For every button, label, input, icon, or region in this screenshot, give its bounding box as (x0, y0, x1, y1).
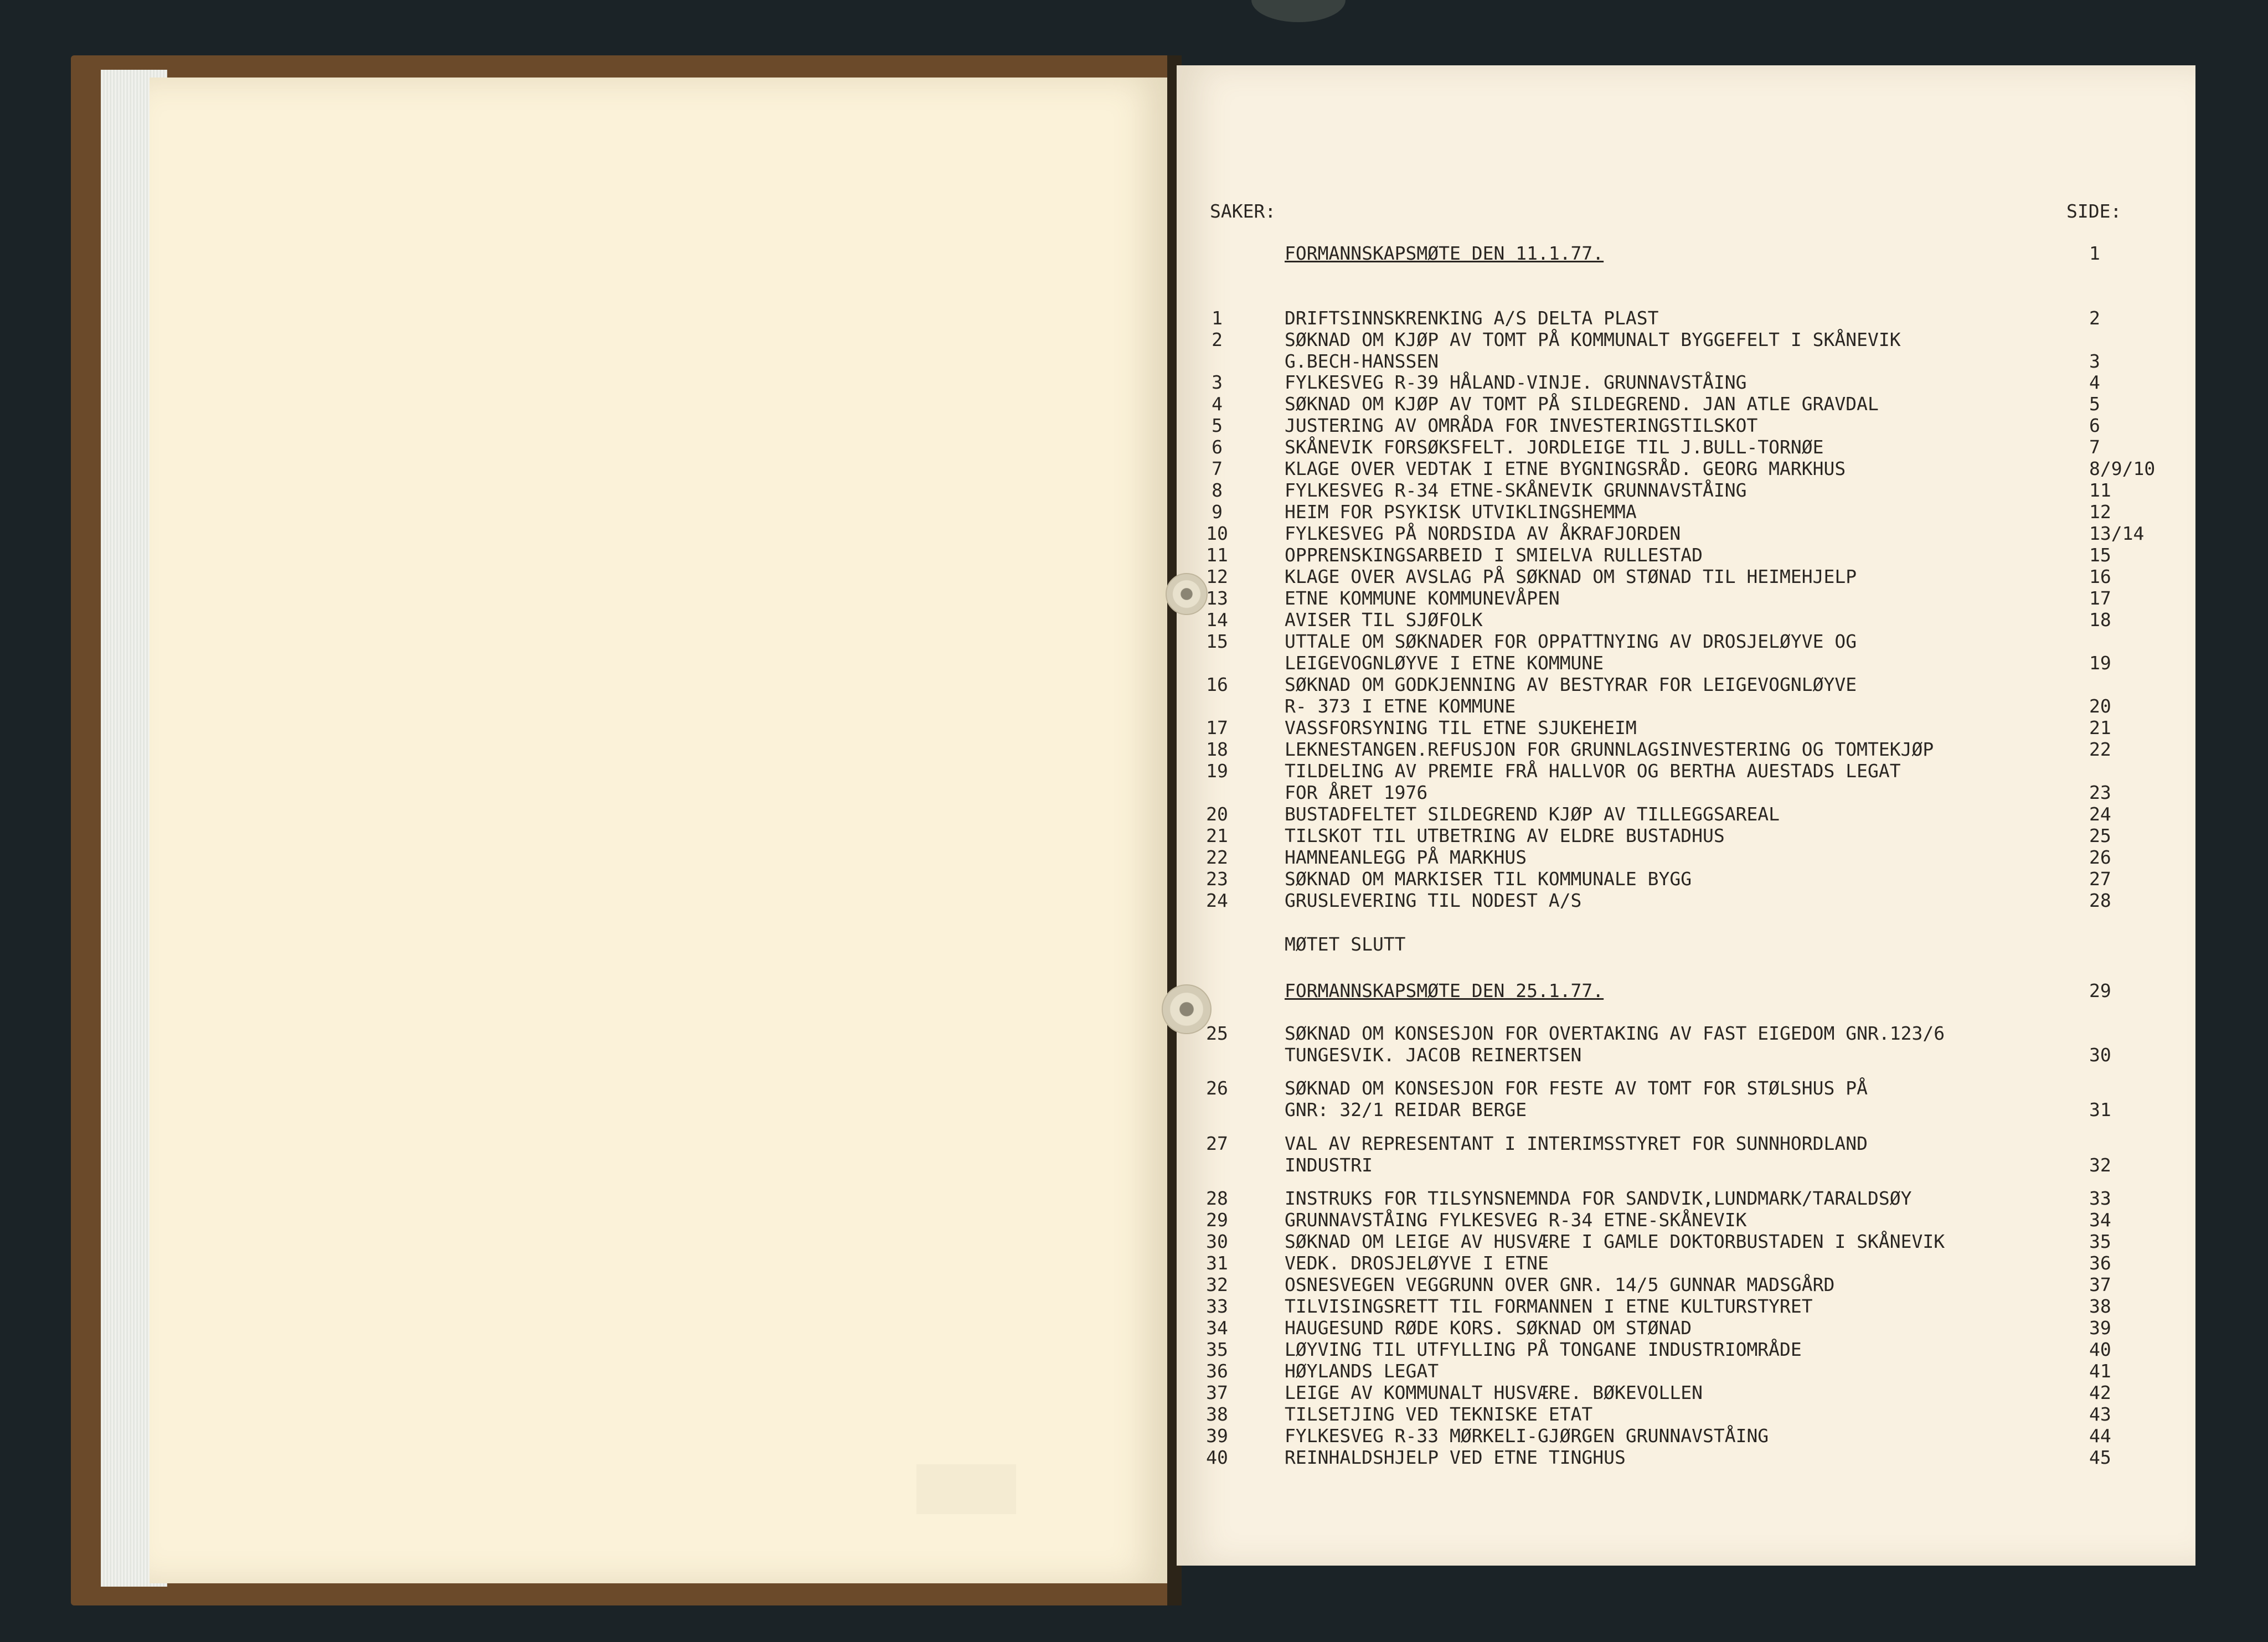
item-number: 10 (1206, 523, 1228, 544)
item-number: 34 (1206, 1317, 1228, 1339)
item-title: SØKNAD OM LEIGE AV HUSVÆRE I GAMLE DOKTORBUSTADEN I SKÅNEVIK (1285, 1231, 1945, 1252)
item-page: 35 (2089, 1231, 2111, 1252)
item-number: 3 (1212, 371, 1223, 393)
item-page: 24 (2089, 803, 2111, 825)
item-number: 21 (1206, 825, 1228, 846)
item-number: 18 (1206, 739, 1228, 760)
item-page: 12 (2089, 501, 2111, 523)
item-title: HEIM FOR PSYKISK UTVIKLINGSHEMMA (1285, 501, 1637, 523)
item-title: VEDK. DROSJELØYVE I ETNE (1285, 1252, 1549, 1274)
item-page: 33 (2089, 1187, 2111, 1209)
item-title: LEKNESTANGEN.REFUSJON FOR GRUNNLAGSINVESTERING OG TOMTEKJØP (1285, 739, 1934, 760)
item-page: 44 (2089, 1425, 2111, 1447)
item-number: 31 (1206, 1252, 1228, 1274)
item-number: 30 (1206, 1231, 1228, 1252)
item-title: BUSTADFELTET SILDEGREND KJØP AV TILLEGGSAREAL (1285, 803, 1780, 825)
item-page: 26 (2089, 846, 2111, 868)
item-number: 27 (1206, 1133, 1228, 1154)
item-number: 6 (1212, 436, 1223, 458)
item-number: 11 (1206, 544, 1228, 566)
item-title: JUSTERING AV OMRÅDA FOR INVESTERINGSTILSKOT (1285, 415, 1758, 436)
item-number: 8 (1212, 479, 1223, 501)
section-title: FORMANNSKAPSMØTE DEN 11.1.77. (1285, 242, 1604, 264)
item-page: 22 (2089, 739, 2111, 760)
item-page: 16 (2089, 566, 2111, 587)
item-title: OPPRENSKINGSARBEID I SMIELVA RULLESTAD (1285, 544, 1703, 566)
item-page: 11 (2089, 479, 2111, 501)
item-number: 4 (1212, 393, 1223, 415)
section-title: FORMANNSKAPSMØTE DEN 25.1.77. (1285, 980, 1604, 1001)
item-number: 39 (1206, 1425, 1228, 1447)
item-page: 27 (2089, 868, 2111, 890)
item-page: 21 (2089, 717, 2111, 739)
item-number: 37 (1206, 1382, 1228, 1403)
item-number: 25 (1206, 1023, 1228, 1044)
item-page: 6 (2089, 415, 2100, 436)
item-title: VASSFORSYNING TIL ETNE SJUKEHEIM (1285, 717, 1637, 739)
item-title: ETNE KOMMUNE KOMMUNEVÅPEN (1285, 587, 1560, 609)
item-page: 18 (2089, 609, 2111, 631)
item-page: 36 (2089, 1252, 2111, 1274)
item-title: TILSKOT TIL UTBETRING AV ELDRE BUSTADHUS (1285, 825, 1725, 846)
item-page: 31 (2089, 1099, 2111, 1121)
item-title: SØKNAD OM KJØP AV TOMT PÅ SILDEGREND. JAN ATLE GRAVDAL (1285, 393, 1879, 415)
item-page: 38 (2089, 1295, 2111, 1317)
item-page: 30 (2089, 1044, 2111, 1066)
item-number: 36 (1206, 1360, 1228, 1382)
item-title: FYLKESVEG R-39 HÅLAND-VINJE. GRUNNAVSTÅING (1285, 371, 1747, 393)
item-number: 16 (1206, 674, 1228, 695)
item-page: 39 (2089, 1317, 2111, 1339)
column-header-saker: SAKER: (1210, 200, 1276, 222)
item-page: 42 (2089, 1382, 2111, 1403)
item-number: 22 (1206, 846, 1228, 868)
item-number: 15 (1206, 631, 1228, 652)
item-page: 45 (2089, 1447, 2111, 1468)
item-title: SØKNAD OM KJØP AV TOMT PÅ KOMMUNALT BYGGEFELT I SKÅNEVIK (1285, 329, 1901, 350)
item-number: 1 (1212, 307, 1223, 329)
item-number: 23 (1206, 868, 1228, 890)
column-header-side: SIDE: (2066, 200, 2122, 222)
item-page: 23 (2089, 782, 2111, 803)
item-title: INSTRUKS FOR TILSYNSNEMNDA FOR SANDVIK,LUNDMARK/TARALDSØY (1285, 1187, 1912, 1209)
item-title: OSNESVEGEN VEGGRUNN OVER GNR. 14/5 GUNNAR MADSGÅRD (1285, 1274, 1835, 1295)
item-page: 13/14 (2089, 523, 2145, 544)
item-number: 33 (1206, 1295, 1228, 1317)
item-page: 15 (2089, 544, 2111, 566)
item-page: 25 (2089, 825, 2111, 846)
item-page: 17 (2089, 587, 2111, 609)
item-title: HAMNEANLEGG PÅ MARKHUS (1285, 846, 1527, 868)
item-number: 20 (1206, 803, 1228, 825)
item-page: 3 (2089, 350, 2100, 372)
item-page: 37 (2089, 1274, 2111, 1295)
item-title: TILDELING AV PREMIE FRÅ HALLVOR OG BERTHA AUESTADS LEGAT (1285, 760, 1901, 782)
item-title: KLAGE OVER VEDTAK I ETNE BYGNINGSRÅD. GEORG MARKHUS (1285, 458, 1846, 479)
item-number: 29 (1206, 1209, 1228, 1231)
item-page: 34 (2089, 1209, 2111, 1231)
item-title: SKÅNEVIK FORSØKSFELT. JORDLEIGE TIL J.BULL-TORNØE (1285, 436, 1824, 458)
item-title: HAUGESUND RØDE KORS. SØKNAD OM STØNAD (1285, 1317, 1692, 1339)
item-page: 2 (2089, 307, 2100, 329)
item-title: TILSETJING VED TEKNISKE ETAT (1285, 1403, 1593, 1425)
item-title: DRIFTSINNSKRENKING A/S DELTA PLAST (1285, 307, 1659, 329)
item-title: VAL AV REPRESENTANT I INTERIMSSTYRET FOR SUNNHORDLAND (1285, 1133, 1868, 1154)
item-page: 20 (2089, 695, 2111, 717)
item-title: HØYLANDS LEGAT (1285, 1360, 1439, 1382)
item-title: G.BECH-HANSSEN (1285, 350, 1439, 372)
item-number: 35 (1206, 1339, 1228, 1360)
item-number: 7 (1212, 458, 1223, 479)
meeting-closed: MØTET SLUTT (1285, 933, 1406, 955)
section-page: 29 (2089, 980, 2111, 1001)
item-title: FOR ÅRET 1976 (1285, 782, 1428, 803)
item-title: SØKNAD OM KONSESJON FOR OVERTAKING AV FAST EIGEDOM GNR.123/6 (1285, 1023, 1945, 1044)
item-title: GNR: 32/1 REIDAR BERGE (1285, 1099, 1527, 1121)
item-number: 2 (1212, 329, 1223, 350)
item-title: SØKNAD OM KONSESJON FOR FESTE AV TOMT FOR STØLSHUS PÅ (1285, 1077, 1868, 1099)
item-page: 43 (2089, 1403, 2111, 1425)
item-title: TILVISINGSRETT TIL FORMANNEN I ETNE KULTURSTYRET (1285, 1295, 1813, 1317)
item-title: SØKNAD OM MARKISER TIL KOMMUNALE BYGG (1285, 868, 1692, 890)
item-page: 5 (2089, 393, 2100, 415)
item-page: 8/9/10 (2089, 458, 2156, 479)
item-page: 40 (2089, 1339, 2111, 1360)
item-title: AVISER TIL SJØFOLK (1285, 609, 1483, 631)
item-title: GRUSLEVERING TIL NODEST A/S (1285, 890, 1582, 911)
item-title: REINHALDSHJELP VED ETNE TINGHUS (1285, 1447, 1626, 1468)
item-page: 41 (2089, 1360, 2111, 1382)
item-title: KLAGE OVER AVSLAG PÅ SØKNAD OM STØNAD TIL HEIMEHJELP (1285, 566, 1857, 587)
item-title: GRUNNAVSTÅING FYLKESVEG R-34 ETNE-SKÅNEVIK (1285, 1209, 1747, 1231)
item-number: 5 (1212, 415, 1223, 436)
item-number: 19 (1206, 760, 1228, 782)
item-page: 28 (2089, 890, 2111, 911)
item-title: FYLKESVEG R-33 MØRKELI-GJØRGEN GRUNNAVSTÅING (1285, 1425, 1769, 1447)
item-number: 40 (1206, 1447, 1228, 1468)
item-page: 32 (2089, 1154, 2111, 1176)
item-title: TUNGESVIK. JACOB REINERTSEN (1285, 1044, 1582, 1066)
item-title: UTTALE OM SØKNADER FOR OPPATTNYING AV DROSJELØYVE OG (1285, 631, 1857, 652)
item-number: 17 (1206, 717, 1228, 739)
item-number: 24 (1206, 890, 1228, 911)
item-number: 14 (1206, 609, 1228, 631)
item-page: 7 (2089, 436, 2100, 458)
item-title: R- 373 I ETNE KOMMUNE (1285, 695, 1516, 717)
section-page: 1 (2089, 242, 2100, 264)
item-number: 28 (1206, 1187, 1228, 1209)
item-number: 38 (1206, 1403, 1228, 1425)
item-page: 4 (2089, 371, 2100, 393)
item-title: LØYVING TIL UTFYLLING PÅ TONGANE INDUSTRIOMRÅDE (1285, 1339, 1802, 1360)
item-number: 32 (1206, 1274, 1228, 1295)
item-number: 12 (1206, 566, 1228, 587)
item-title: INDUSTRI (1285, 1154, 1373, 1176)
item-number: 13 (1206, 587, 1228, 609)
item-title: FYLKESVEG PÅ NORDSIDA AV ÅKRAFJORDEN (1285, 523, 1681, 544)
item-title: LEIGE AV KOMMUNALT HUSVÆRE. BØKEVOLLEN (1285, 1382, 1703, 1403)
item-page: 19 (2089, 652, 2111, 674)
item-title: LEIGEVOGNLØYVE I ETNE KOMMUNE (1285, 652, 1604, 674)
item-title: SØKNAD OM GODKJENNING AV BESTYRAR FOR LEIGEVOGNLØYVE (1285, 674, 1857, 695)
item-number: 9 (1212, 501, 1223, 523)
item-number: 26 (1206, 1077, 1228, 1099)
item-title: FYLKESVEG R-34 ETNE-SKÅNEVIK GRUNNAVSTÅING (1285, 479, 1747, 501)
